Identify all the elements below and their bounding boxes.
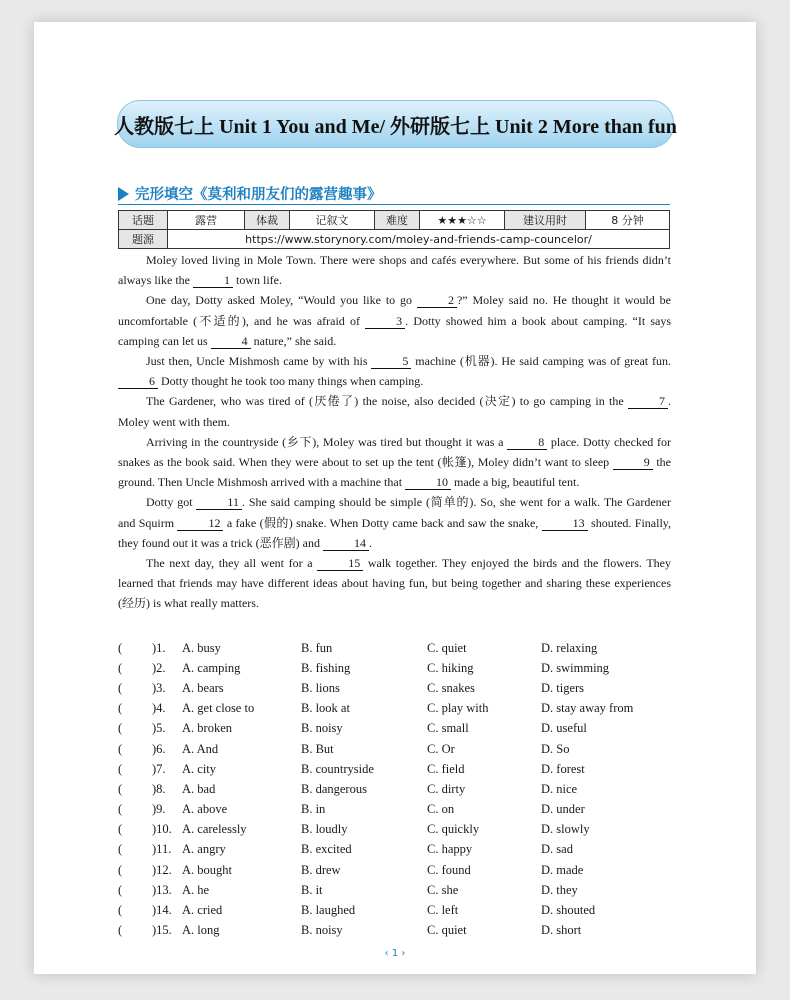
option-b: B. fishing	[301, 660, 351, 675]
option-d: D. stay away from	[541, 701, 634, 716]
question-number: )2.	[152, 660, 166, 675]
info-row-2	[119, 230, 670, 249]
question-number: )3.	[152, 680, 166, 695]
option-b: B. lions	[301, 680, 340, 695]
option-a: A. camping	[182, 660, 241, 675]
option-a: A. broken	[182, 721, 232, 736]
option-b: B. drew	[301, 862, 341, 877]
option-c: C. she	[427, 882, 459, 897]
question-row	[118, 779, 678, 799]
blank[interactable]: 15	[317, 556, 363, 571]
option-a: A. And	[182, 741, 219, 756]
option-c: C. left	[427, 903, 459, 918]
option-b: B. But	[301, 741, 334, 756]
question-row	[118, 900, 678, 920]
option-d: D. made	[541, 862, 584, 877]
question-number: )10.	[152, 822, 172, 837]
answer-paren[interactable]: ( )1.	[118, 640, 166, 655]
question-row	[118, 880, 678, 900]
option-b: B. it	[301, 882, 323, 897]
blank[interactable]: 11	[196, 495, 242, 510]
info-cell: 8 分钟	[586, 211, 670, 230]
option-b: B. countryside	[301, 761, 374, 776]
question-number: )4.	[152, 701, 166, 716]
option-d: D. shouted	[541, 903, 596, 918]
option-a: A. bears	[182, 680, 224, 695]
info-cell: 记叙文	[290, 211, 375, 230]
answer-paren[interactable]: ( )13.	[118, 882, 172, 897]
question-number: )13.	[152, 882, 172, 897]
question-row	[118, 739, 678, 759]
option-a: A. get close to	[182, 701, 255, 716]
question-number: )6.	[152, 741, 166, 756]
info-cell: 露营	[168, 211, 245, 230]
option-d: D. So	[541, 741, 570, 756]
question-row	[118, 759, 678, 779]
option-a: A. above	[182, 802, 228, 817]
option-c: C. small	[427, 721, 469, 736]
option-d: D. short	[541, 923, 582, 938]
option-b: B. look at	[301, 701, 350, 716]
question-row	[118, 699, 678, 719]
answer-paren[interactable]: ( )6.	[118, 741, 166, 756]
blank[interactable]: 7	[628, 394, 668, 409]
option-d: D. slowly	[541, 822, 590, 837]
option-c: C. snakes	[427, 680, 475, 695]
answer-paren[interactable]: ( )2.	[118, 660, 166, 675]
source-url: https://www.storynory.com/moley-and-friends-camp-councelor/	[168, 230, 670, 249]
question-row	[118, 658, 678, 678]
option-c: C. found	[427, 862, 471, 877]
blank[interactable]: 3	[365, 314, 405, 329]
option-a: A. long	[182, 923, 220, 938]
option-d: D. they	[541, 882, 578, 897]
option-b: B. laughed	[301, 903, 356, 918]
blank[interactable]: 9	[613, 455, 653, 470]
paragraph: Dotty got 11 . She said camping should be simple (简单的). So, she went for a walk. The Gardener and Squirm 12 a fake (假的) snake. When Dotty came back and saw the snake, 13 shouted. Finally, they found out it was a trick (恶作剧) and 14 .	[118, 495, 672, 550]
option-c: C. dirty	[427, 781, 466, 796]
blank[interactable]: 5	[371, 354, 411, 369]
arrow-icon	[118, 187, 129, 201]
info-cell: 话题	[119, 211, 168, 230]
answer-paren[interactable]: ( )3.	[118, 680, 166, 695]
question-row	[118, 840, 678, 860]
blank[interactable]: 12	[177, 516, 223, 531]
option-b: B. excited	[301, 842, 352, 857]
option-b: B. in	[301, 802, 326, 817]
option-a: A. bought	[182, 862, 232, 877]
option-c: C. hiking	[427, 660, 474, 675]
question-list	[118, 638, 678, 941]
paragraph: Just then, Uncle Mishmosh came by with his 5 machine (机器). He said camping was of great fun. 6 Dotty thought he took too many things when camping.	[118, 351, 671, 391]
option-c: C. quickly	[427, 822, 480, 837]
blank[interactable]: 10	[405, 475, 451, 490]
answer-paren[interactable]: ( )5.	[118, 721, 166, 736]
option-c: C. play with	[427, 701, 489, 716]
option-b: B. noisy	[301, 721, 343, 736]
blank[interactable]: 2	[417, 293, 457, 308]
answer-paren[interactable]: ( )9.	[118, 802, 166, 817]
info-table	[118, 210, 670, 249]
question-row	[118, 860, 678, 880]
page-title: 人教版七上 Unit 1 You and Me/ 外研版七上 Unit 2 More than fun	[117, 100, 674, 148]
answer-paren[interactable]: ( )4.	[118, 701, 166, 716]
section-title: 完形填空《莫利和朋友们的露营趣事》	[135, 187, 382, 203]
question-number: )9.	[152, 802, 166, 817]
option-d: D. tigers	[541, 680, 585, 695]
difficulty-stars: ★★★☆☆	[420, 211, 505, 230]
blank[interactable]: 4	[211, 334, 251, 349]
option-a: A. angry	[182, 842, 226, 857]
option-d: D. forest	[541, 761, 585, 776]
option-b: B. fun	[301, 640, 333, 655]
option-c: C. quiet	[427, 923, 467, 938]
option-b: B. loudly	[301, 822, 348, 837]
option-d: D. sad	[541, 842, 573, 857]
section-divider	[118, 204, 670, 205]
paragraph: The Gardener, who was tired of (厌倦了) the noise, also decided (决定) to go camping in the 7 . Moley went with them.	[118, 394, 671, 429]
info-cell: 体裁	[245, 211, 290, 230]
option-c: C. field	[427, 761, 465, 776]
question-row	[118, 638, 678, 658]
option-b: B. dangerous	[301, 781, 367, 796]
paragraph: The next day, they all went for a 15 walk together. They enjoyed the birds and the flowers. They learned that friends may have different ideas about having fun, but being together and sharing these experiences (经历) is what really matters.	[118, 556, 672, 611]
question-number: )15.	[152, 923, 172, 938]
blank[interactable]: 1	[193, 273, 233, 288]
answer-paren[interactable]: ( )7.	[118, 761, 166, 776]
section-heading	[118, 183, 382, 204]
question-row	[118, 719, 678, 739]
question-row	[118, 820, 678, 840]
option-a: A. city	[182, 761, 217, 776]
option-a: A. he	[182, 882, 210, 897]
page-number: ‹ 1 ›	[384, 948, 406, 959]
answer-paren[interactable]: ( )10.	[118, 822, 172, 837]
option-d: D. under	[541, 802, 585, 817]
question-number: )11.	[152, 842, 172, 857]
option-a: A. bad	[182, 781, 216, 796]
option-c: C. happy	[427, 842, 473, 857]
question-row	[118, 678, 678, 698]
paragraph: Arriving in the countryside (乡下), Moley was tired but thought it was a 8 place. Dotty checked for snakes as the book said. When they were about to set up the tent (帐篷), Moley didn’t want to sleep 9 the ground. Then Uncle Mishmosh arrived with a machine that 10 made a big, beautiful tent.	[118, 434, 671, 490]
question-number: )14.	[152, 903, 172, 918]
paragraph: One day, Dotty asked Moley, “Would you like to go 2 ?” Moley said no. He thought it would be uncomfortable (不适的), and he was afraid of 3 . Dotty showed him a book about camping. “It says camping can let us 4 nature,” she said.	[118, 293, 671, 348]
option-d: D. nice	[541, 781, 578, 796]
option-c: C. on	[427, 802, 455, 817]
paragraph: Moley loved living in Mole Town. There were shops and cafés everywhere. But some of his friends didn’t always like the 1 town life.	[118, 253, 671, 288]
answer-paren[interactable]: ( )12.	[118, 862, 172, 877]
option-c: C. Or	[427, 741, 455, 756]
question-number: )5.	[152, 721, 166, 736]
option-a: A. carelessly	[182, 822, 247, 837]
option-c: C. quiet	[427, 640, 467, 655]
question-number: )1.	[152, 640, 166, 655]
info-cell: 题源	[119, 230, 168, 249]
info-cell: 难度	[375, 211, 420, 230]
blank[interactable]: 8	[507, 435, 547, 450]
option-d: D. swimming	[541, 660, 610, 675]
info-cell: 建议用时	[505, 211, 586, 230]
option-d: D. useful	[541, 721, 587, 736]
answer-paren[interactable]: ( )8.	[118, 781, 166, 796]
question-row	[118, 800, 678, 820]
passage	[118, 250, 671, 614]
question-number: )7.	[152, 761, 166, 776]
answer-paren[interactable]: ( )15.	[118, 923, 172, 938]
blank[interactable]: 6	[118, 374, 158, 389]
info-row-1	[119, 211, 670, 230]
blank[interactable]: 14	[323, 536, 369, 551]
question-row	[118, 921, 678, 941]
option-b: B. noisy	[301, 923, 343, 938]
option-d: D. relaxing	[541, 640, 598, 655]
answer-paren[interactable]: ( )14.	[118, 903, 172, 918]
question-number: )12.	[152, 862, 172, 877]
question-number: )8.	[152, 781, 166, 796]
answer-paren[interactable]: ( )11.	[118, 842, 172, 857]
option-a: A. busy	[182, 640, 221, 655]
option-a: A. cried	[182, 903, 223, 918]
blank[interactable]: 13	[542, 516, 588, 531]
